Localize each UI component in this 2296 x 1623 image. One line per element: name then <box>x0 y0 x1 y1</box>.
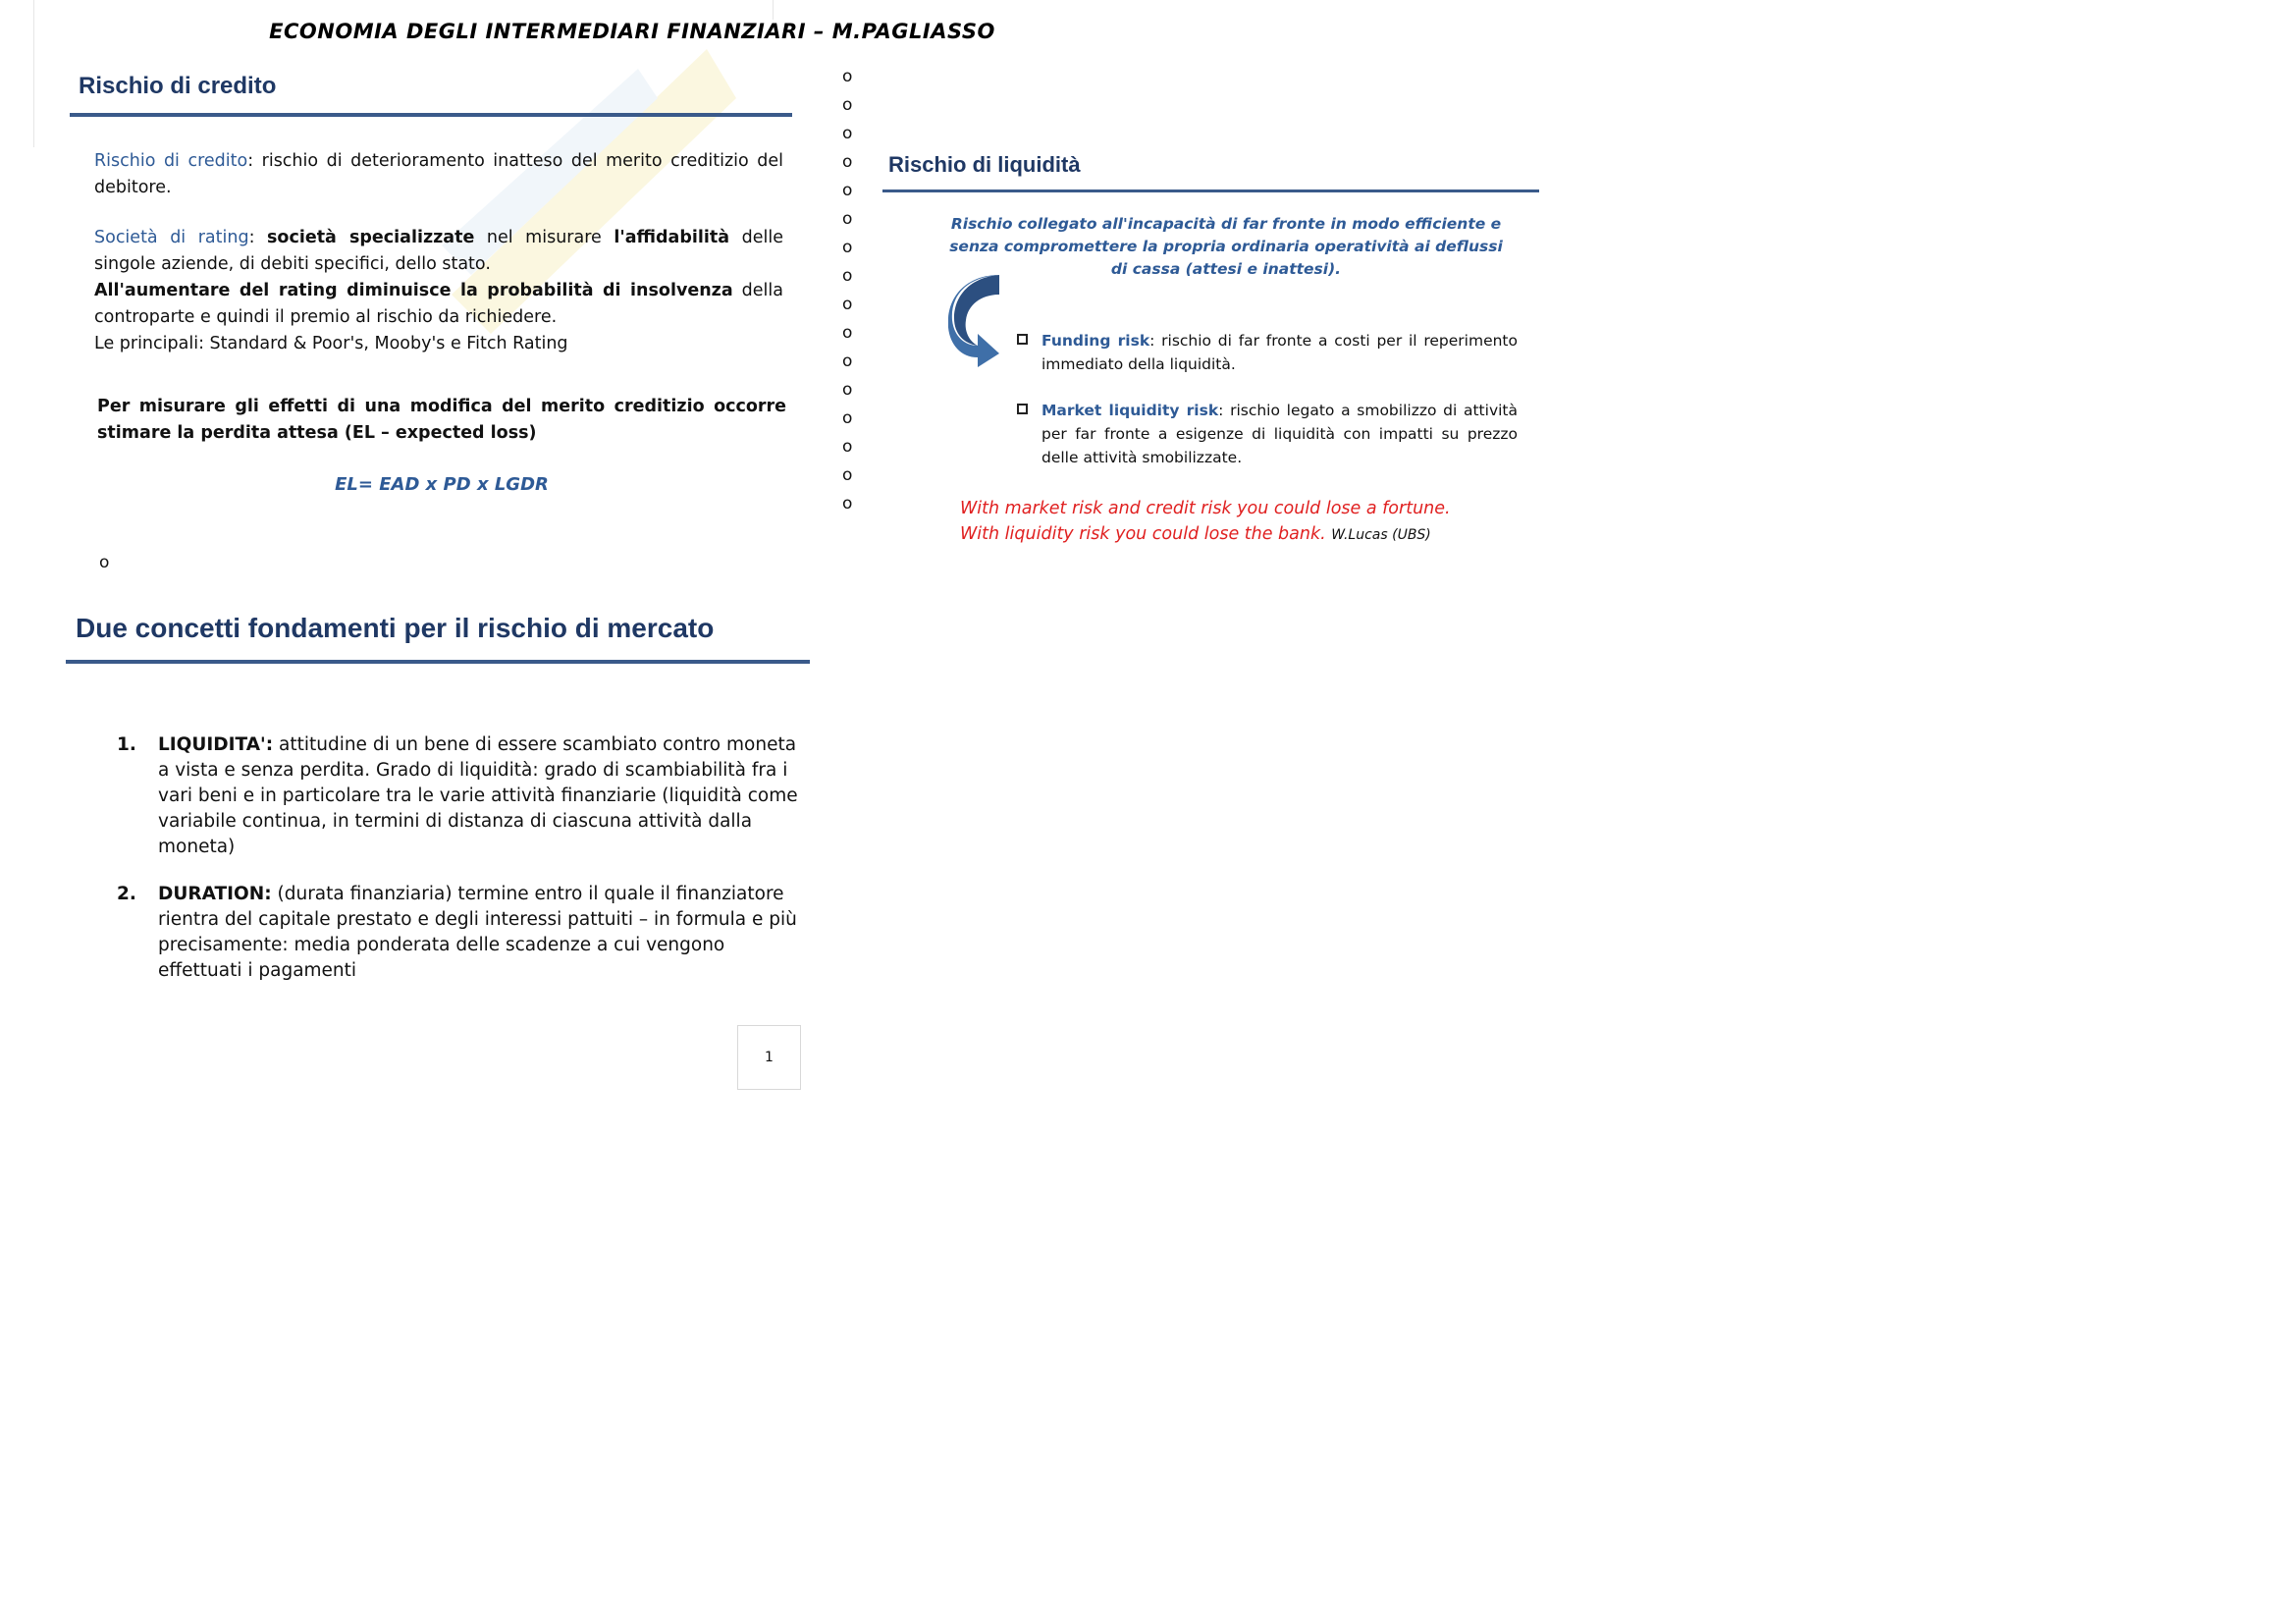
liquidity-quote <box>960 496 1529 548</box>
divider-marker: o <box>842 152 853 172</box>
quote-line-2-text: With liquidity risk you could lose the bank. <box>960 524 1326 544</box>
divider-marker: o <box>842 494 853 514</box>
rating-insolvency-rest: della controparte e quindi il premio al rischio da richiedere. <box>94 281 783 327</box>
quote-line-1: With market risk and credit risk you could lose a fortune. <box>960 499 1451 518</box>
quote-line-2 <box>960 521 1529 548</box>
credit-risk-definition <box>94 148 783 201</box>
market-risk-heading: Due concetti fondamenti per il rischio di mercato <box>76 613 715 643</box>
divider-marker: o <box>842 181 853 200</box>
rating-insolvency-bold: All'aumentare del rating diminuisce la probabilità di insolvenza <box>94 281 733 300</box>
checkbox-bullet-icon <box>1017 334 1028 345</box>
credit-risk-rule <box>70 113 792 117</box>
market-list-item-liquidity <box>117 732 804 860</box>
divider-marker: o <box>842 380 853 400</box>
divider-marker: o <box>842 95 853 115</box>
checkbox-bullet-icon <box>1017 404 1028 414</box>
divider-marker: o <box>842 437 853 457</box>
market-list-item-duration <box>117 882 804 984</box>
duration-term: DURATION: <box>158 884 272 904</box>
funding-risk-text: : rischio di far fronte a costi per il reperimento immediato della liquidità. <box>1041 332 1518 373</box>
rating-mid: nel misurare <box>474 228 614 247</box>
divider-marker: o <box>842 323 853 343</box>
rating-colon: : <box>248 228 268 247</box>
liquidity-definition: attitudine di un bene di essere scambiato contro moneta a vista e senza perdita. Grado di liquidità: grado di scambiabilità fra i vari beni e in particolare tra le varie attività finanziarie (liquidità come variabile continua, in termini di distanza di ciascuna attività dalla moneta) <box>158 734 798 857</box>
credit-risk-definition-text: : rischio di deterioramento inatteso del merito creditizio del debitore. <box>94 151 783 197</box>
expected-loss-formula: EL= EAD x PD x LGDR <box>335 474 549 495</box>
rating-rest: delle singole aziende, di debiti specifici, dello stato. <box>94 228 783 274</box>
divider-marker: o <box>842 465 853 485</box>
page-edge-right <box>773 0 774 20</box>
divider-marker: o <box>842 266 853 286</box>
market-liquidity-risk-item <box>1017 399 1518 469</box>
rating-bold-2: l'affidabilità <box>614 228 730 247</box>
divider-marker: o <box>842 238 853 257</box>
page-number: 1 <box>737 1025 801 1090</box>
divider-marker: o <box>842 124 853 143</box>
divider-marker: o <box>842 352 853 371</box>
rating-agencies-paragraph <box>94 225 783 357</box>
credit-risk-heading: Rischio di credito <box>79 73 277 99</box>
list-number: 1. <box>117 734 136 755</box>
divider-marker: o <box>842 295 853 314</box>
bullet-marker: o <box>99 553 110 572</box>
liquidity-risk-intro: Rischio collegato all'incapacità di far fronte in modo efficiente e senza compromettere la propria ordinaria operatività ai deflussi di cassa (attesi e inattesi). <box>949 215 1503 278</box>
funding-risk-item <box>1017 329 1518 376</box>
market-risk-rule <box>66 660 810 664</box>
liquidity-risk-heading: Rischio di liquidità <box>888 152 1081 177</box>
divider-marker: o <box>842 67 853 86</box>
expected-loss-paragraph: Per misurare gli effetti di una modifica del merito creditizio occorre stimare la perdita attesa (EL – expected loss) <box>97 397 786 443</box>
main-agencies: Le principali: Standard & Poor's, Mooby's e Fitch Rating <box>94 334 568 353</box>
funding-risk-term: Funding risk <box>1041 332 1150 350</box>
liquidity-term: LIQUIDITA': <box>158 734 274 755</box>
rating-agencies-term: Società di rating <box>94 228 249 247</box>
divider-marker: o <box>842 408 853 428</box>
quote-source: W.Lucas (UBS) <box>1331 527 1431 543</box>
liquidity-risk-rule <box>882 189 1539 192</box>
credit-risk-term: Rischio di credito <box>94 151 248 171</box>
divider-marker: o <box>842 209 853 229</box>
market-liquidity-risk-text: : rischio legato a smobilizzo di attività per far fronte a esigenze di liquidità con impatti su prezzo delle attività smobilizzate. <box>1041 402 1518 466</box>
market-liquidity-risk-term: Market liquidity risk <box>1041 402 1219 419</box>
curved-arrow-icon <box>948 273 1003 369</box>
rating-bold-1: società specializzate <box>267 228 475 247</box>
duration-definition: (durata finanziaria) termine entro il quale il finanziatore rientra del capitale prestato e degli interessi pattuiti – in formula e più precisamente: media ponderata delle scadenze a cui vengono effettuati i pagamenti <box>158 884 797 981</box>
list-number: 2. <box>117 884 136 904</box>
document-title: ECONOMIA DEGLI INTERMEDIARI FINANZIARI – M.PAGLIASSO <box>269 20 995 43</box>
